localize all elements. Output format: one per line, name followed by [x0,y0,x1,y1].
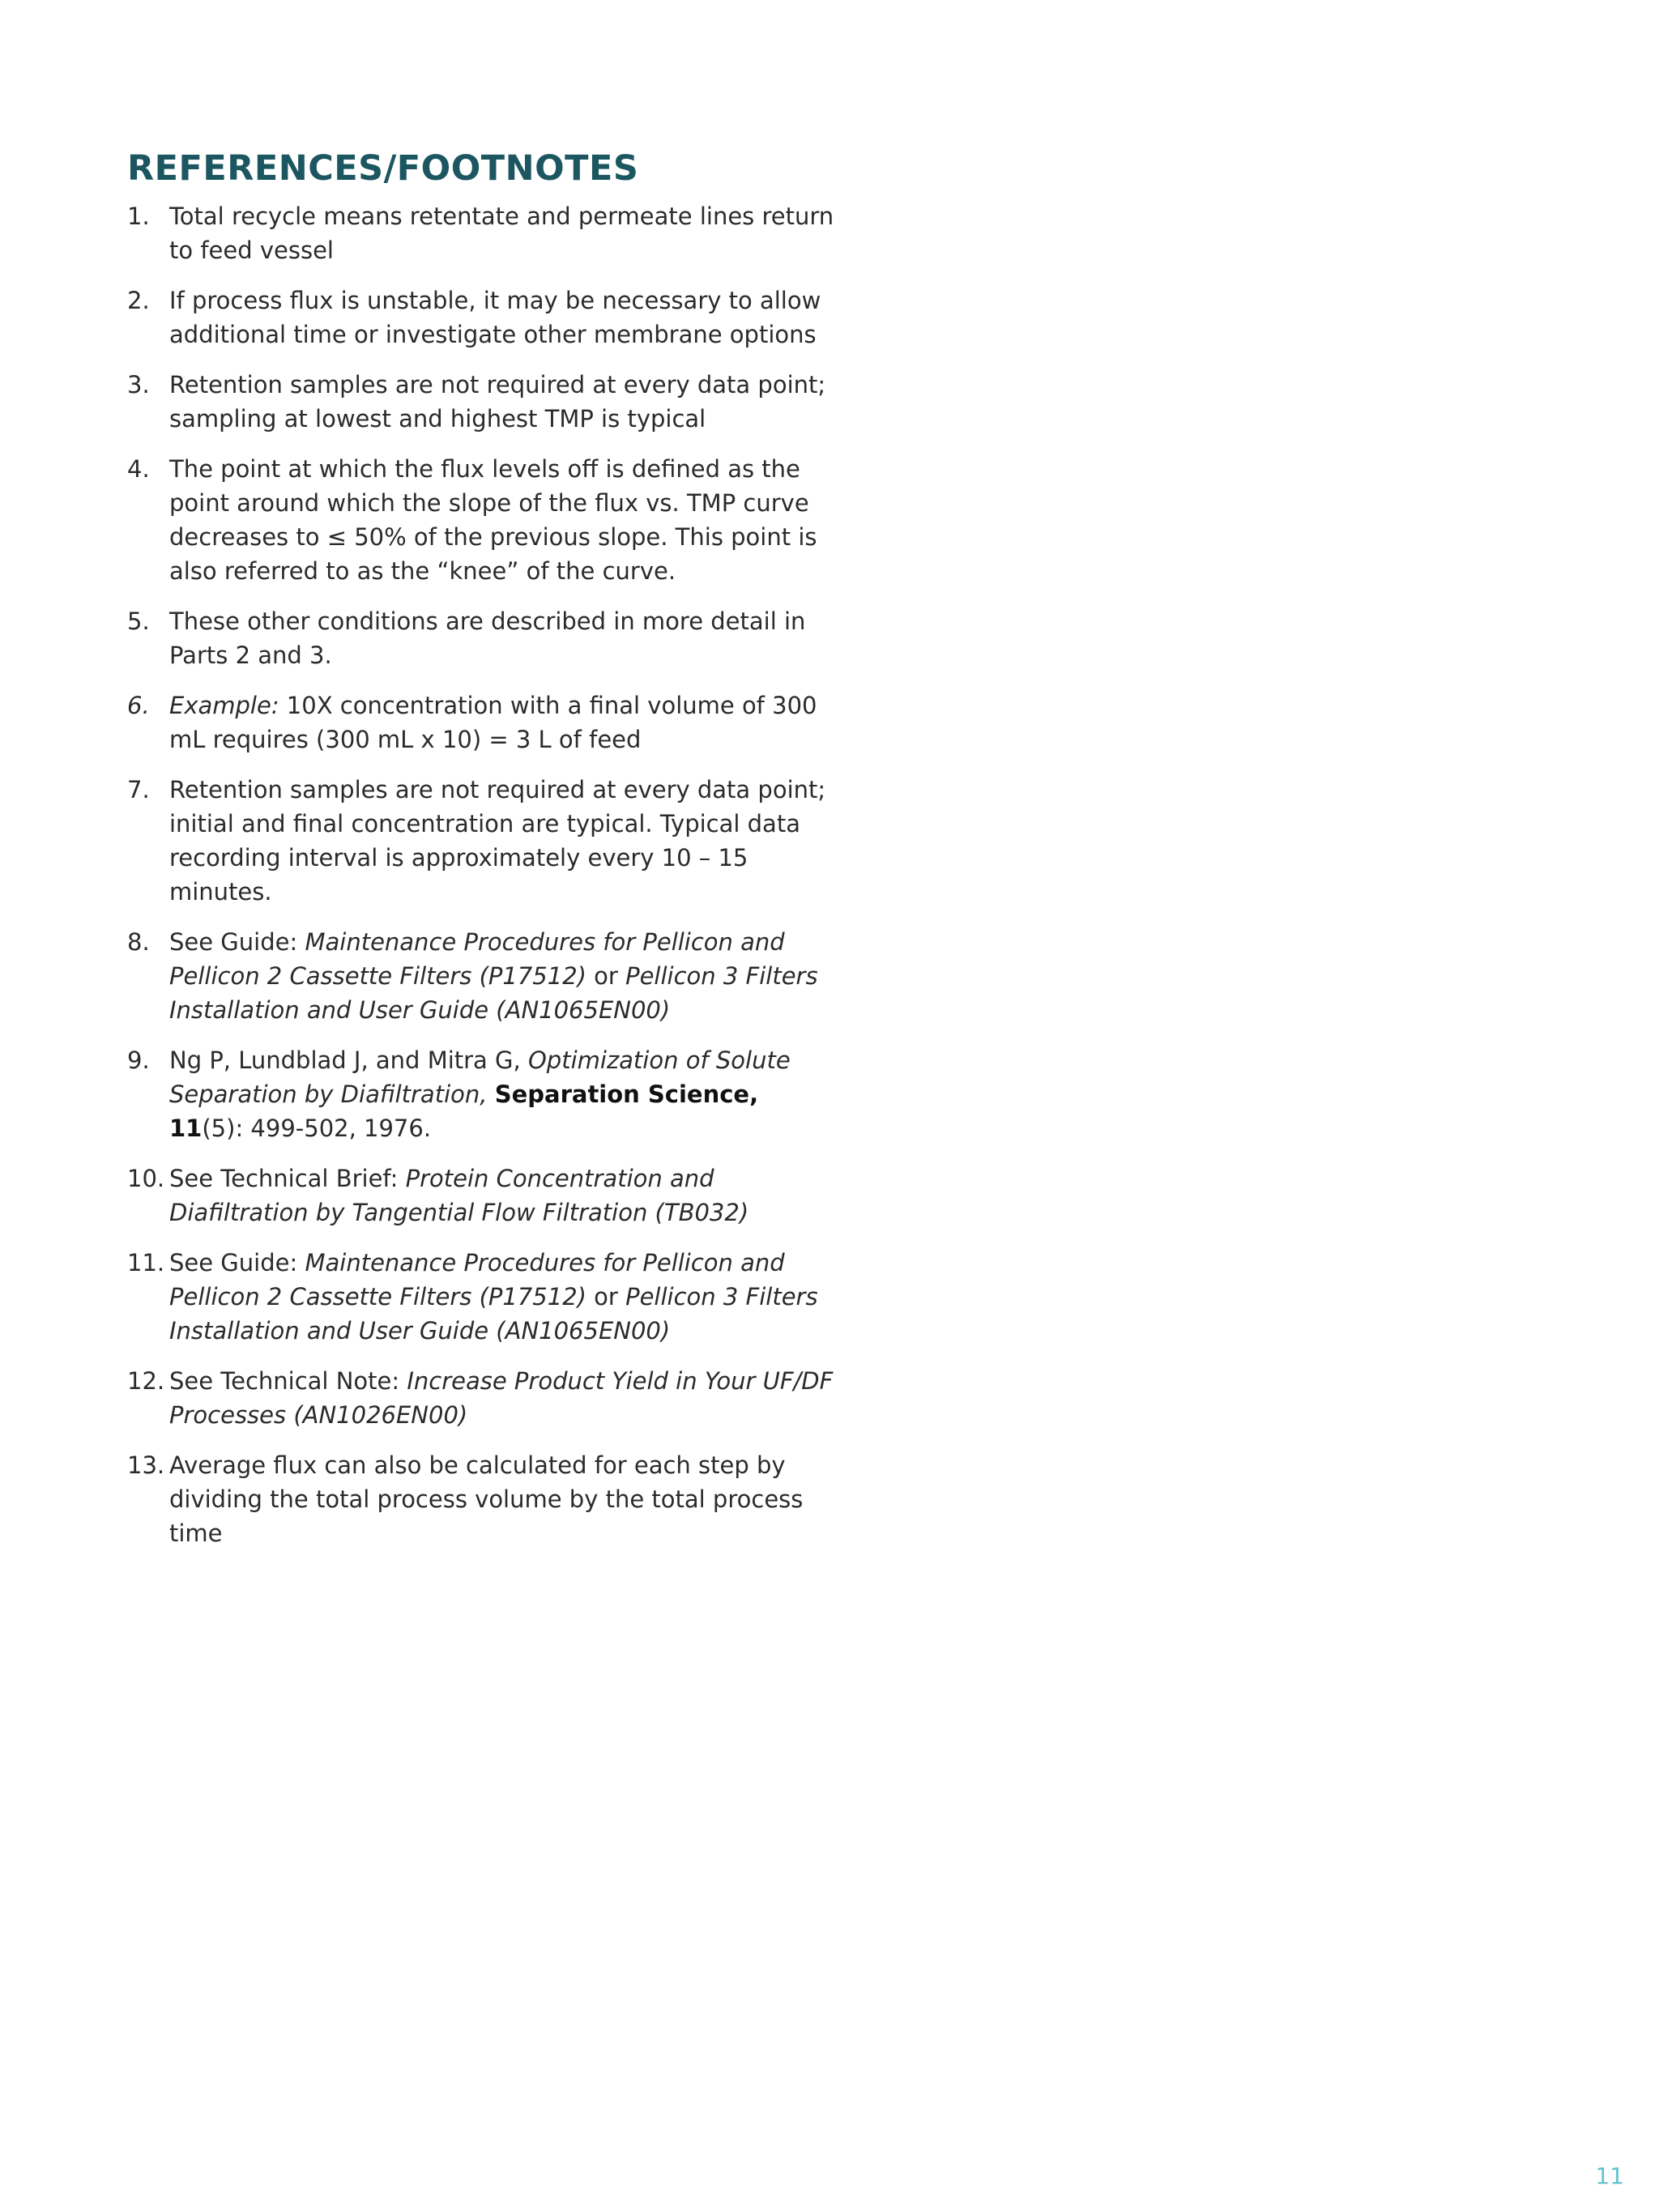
reference-segment: If process flux is unstable, it may be necessary to allow additional time or investigate other membrane options [169,287,821,348]
reference-number: 9. [127,1046,150,1074]
reference-segment: See Technical Note: [169,1367,407,1395]
reference-text [169,776,825,906]
citation-title: Maintenance Procedures for Pellicon and Pellicon 2 Cassette Filters (P17512) [169,928,785,990]
reference-text [169,1249,818,1345]
reference-number: 10. [127,1165,165,1192]
reference-text [169,607,805,669]
reference-segment: These other conditions are described in more detail in Parts 2 and 3. [169,607,806,669]
reference-number: 12. [127,1367,165,1395]
reference-item [127,688,840,757]
citation-title: Optimization of Solute Separation by Diafiltration, [169,1046,791,1108]
reference-number: 1. [127,202,150,230]
reference-segment: Retention samples are not required at every data point; sampling at lowest and highest TMP is typical [169,371,826,433]
reference-number: 11. [127,1249,165,1276]
reference-text [169,287,821,348]
reference-item [127,199,840,267]
citation-title: Pellicon 3 Filters Installation and User Guide (AN1065EN00) [169,962,818,1024]
reference-segment: See Guide: [169,1249,305,1276]
reference-number: 13. [127,1451,165,1479]
reference-number: 6. [127,692,150,719]
reference-item [127,1246,840,1348]
citation-title: Maintenance Procedures for Pellicon and Pellicon 2 Cassette Filters (P17512) [169,1249,785,1311]
reference-item [127,283,840,352]
reference-segment: See Technical Brief: [169,1165,406,1192]
reference-text [169,928,818,1024]
reference-item [127,1161,840,1230]
reference-item [127,773,840,909]
reference-number: 8. [127,928,150,956]
reference-segment: Average flux can also be calculated for each step by dividing the total process volume by the total process time [169,1451,804,1547]
reference-item [127,925,840,1027]
reference-number: 4. [127,455,150,483]
reference-number: 2. [127,287,150,314]
reference-text [169,692,817,753]
section-heading: REFERENCES/FOOTNOTES [127,148,639,189]
journal-name: Separation Science, 11 [169,1080,759,1142]
citation-title: Increase Product Yield in Your UF/DF Processes (AN1026EN00) [169,1367,834,1429]
reference-segment: 10X concentration with a final volume of 300 mL requires (300 mL x 10) = 3 L of feed [169,692,817,753]
reference-segment: Retention samples are not required at every data point; initial and final concentration are typical. Typical data recording interval is approximately every 10 – 15 minutes. [169,776,826,906]
references-list [127,199,840,1550]
citation-title: Pellicon 3 Filters Installation and User Guide (AN1065EN00) [169,1283,818,1345]
reference-text [169,202,834,264]
reference-number: 3. [127,371,150,399]
reference-text [169,1367,833,1429]
reference-segment: Ng P, Lundblad J, and Mitra G, [169,1046,528,1074]
citation-title: Example: [169,692,279,719]
reference-number: 7. [127,776,150,803]
references-section [127,146,840,1566]
citation-title: Protein Concentration and Diafiltration by Tangential Flow Filtration (TB032) [169,1165,749,1226]
reference-item [127,1043,840,1145]
reference-number: 5. [127,607,150,635]
reference-item [127,1364,840,1432]
page-number: 11 [1595,2163,1624,2189]
reference-segment: See Guide: [169,928,305,956]
reference-item [127,1448,840,1550]
reference-text [169,1165,748,1226]
reference-segment: Total recycle means retentate and permeate lines return to feed vessel [169,202,834,264]
reference-segment [487,1080,494,1108]
reference-segment: or [586,962,626,990]
reference-segment: (5): 499-502, 1976. [202,1115,432,1142]
reference-item [127,368,840,436]
reference-text [169,371,825,433]
reference-item [127,452,840,588]
reference-text [169,1046,791,1142]
reference-item [127,604,840,672]
reference-text [169,1451,803,1547]
reference-text [169,455,817,585]
reference-segment: The point at which the flux levels off is defined as the point around which the slope of the flux vs. TMP curve decreases to ≤ 50% of the previous slope. This point is also referred to as the “knee” of the curve. [169,455,817,585]
reference-segment: or [586,1283,626,1311]
